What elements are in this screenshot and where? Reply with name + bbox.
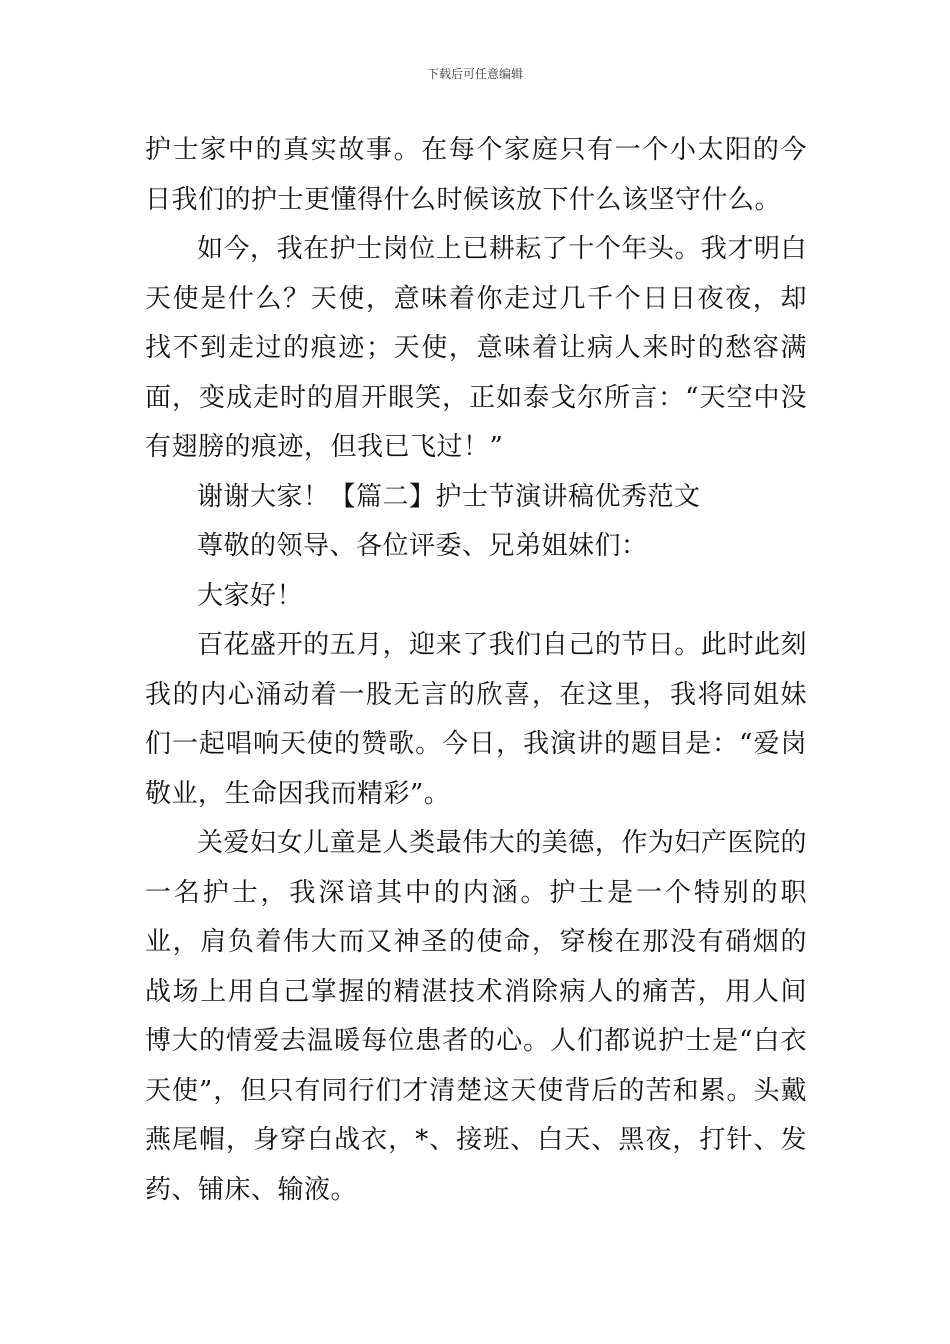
paragraph: 护士家中的真实故事。在每个家庭只有一个小太阳的今日我们的护士更懂得什么时候该放下什么该坚守什么。: [145, 135, 807, 215]
page-header-note: 下载后可任意编辑: [426, 67, 523, 81]
document-body: [145, 126, 807, 1215]
paragraph: 如今，我在护士岗位上已耕耘了十个年头。我才明白天使是什么？天使，意味着你走过几千个日日夜夜，却找不到走过的痕迹；天使，意味着让病人来时的愁容满面，变成走时的眉开眼笑，正如泰戈尔所言：“天空中没有翅膀的痕迹，但我已飞过！”: [145, 234, 807, 462]
paragraph: 百花盛开的五月，迎来了我们自己的节日。此时此刻我的内心涌动着一股无言的欣喜，在这里，我将同姐妹们一起唱响天使的赞歌。今日，我演讲的题目是：“爱岗敬业，生命因我而精彩”。: [145, 630, 807, 809]
salutation: 尊敬的领导、各位评委、兄弟姐妹们：: [197, 531, 648, 561]
paragraph: 谢谢大家！【篇二】护士节演讲稿优秀范文: [197, 481, 701, 512]
greeting: 大家好！: [197, 580, 304, 611]
paragraph: 关爱妇女儿童是人类最伟大的美德，作为妇产医院的一名护士，我深谙其中的内涵。护士是一个特别的职业，肩负着伟大而又神圣的使命，穿梭在那没有硝烟的战场上用自己掌握的精湛技术消除病人的痛苦，用人间博大的情爱去温暖每位患者的心。人们都说护士是“白衣天使”，但只有同行们才清楚这天使背后的苦和累。头戴燕尾帽，身穿白战衣，*、接班、白天、黑夜，打针、发药、铺床、输液。: [145, 828, 807, 1205]
